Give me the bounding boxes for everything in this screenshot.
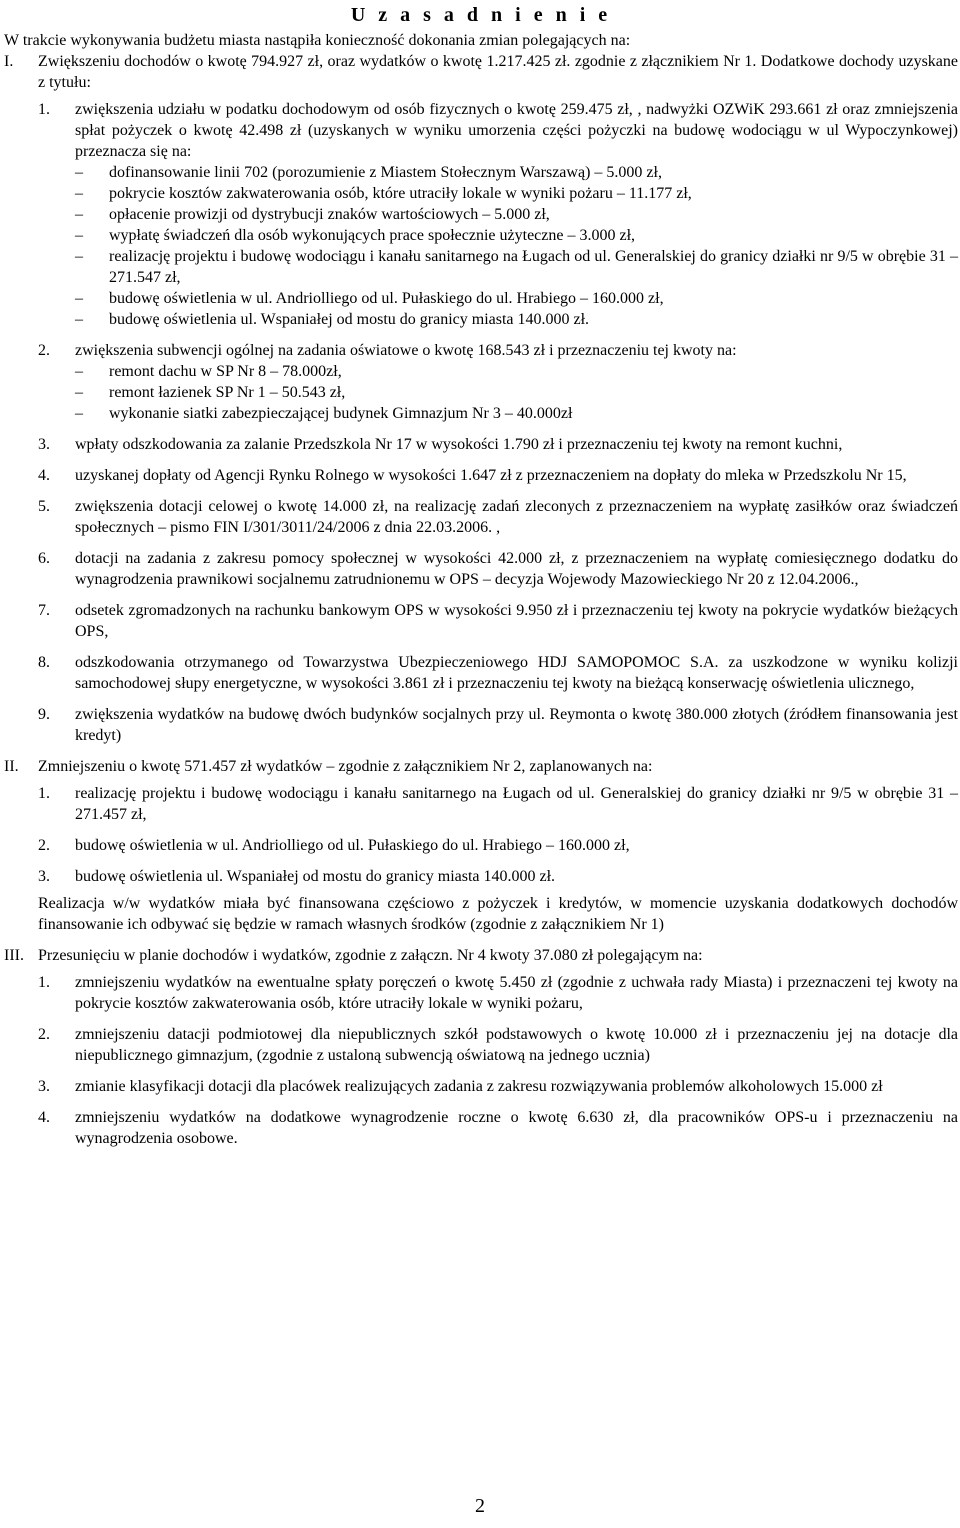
dash-bullet-icon: – <box>75 248 83 265</box>
list-item <box>4 704 958 746</box>
list-item <box>4 1076 958 1097</box>
dash-bullet-icon: – <box>75 405 83 422</box>
list-item-number: 2. <box>38 1026 50 1043</box>
list-item-number: 2. <box>38 342 50 359</box>
bullet-item <box>4 246 958 288</box>
list-item-text: zwiększenia wydatków na budowę dwóch budynków socjalnych przy ul. Reymonta o kwotę 380.000 złotych (źródłem finansowania jest kredyt) <box>75 706 958 744</box>
list-item-text: zmianie klasyfikacji dotacji dla placówek realizujących zadania z zakresu rozwiązywania problemów alkoholowych 15.000 zł <box>75 1078 883 1095</box>
list-item-text: uzyskanej dopłaty od Agencji Rynku Rolnego w wysokości 1.647 zł z przeznaczeniem na dopłaty do mleka w Przedszkolu Nr 15, <box>75 467 907 484</box>
bullet-text: opłacenie prowizji od dystrybucji znaków wartościowych – 5.000 zł, <box>109 206 550 223</box>
bullet-text: remont dachu w SP Nr 8 – 78.000zł, <box>109 363 342 380</box>
section-1 <box>4 51 958 93</box>
section-3-items <box>4 966 958 1149</box>
list-item-number: 1. <box>38 785 50 802</box>
list-item-number: 1. <box>38 101 50 118</box>
list-item <box>4 496 958 538</box>
bullet-text: realizację projektu i budowę wodociągu i kanału sanitarnego na Ługach od ul. Generalskiej do granicy działki nr 9/5 w obrębie 31 – 271.547 zł, <box>109 248 958 286</box>
bullet-text: dofinansowanie linii 702 (porozumienie z Miastem Stołecznym Warszawą) – 5.000 zł, <box>109 164 662 181</box>
list-item <box>4 1024 958 1066</box>
section-2-closing: Realizacja w/w wydatków miała być finansowana częściowo z pożyczek i kredytów, w momencie uzyskania dodatkowych dochodów finansowanie ich odbywać się będzie w ramach własnych środków (zgodnie z załącznikiem Nr 1) <box>38 895 958 933</box>
list-item-number: 3. <box>38 1078 50 1095</box>
bullet-item <box>4 225 958 246</box>
bullet-item <box>4 309 958 330</box>
list-item-number: 8. <box>38 654 50 671</box>
bullet-item <box>4 403 958 424</box>
bullet-item <box>4 204 958 225</box>
list-item-text: odsetek zgromadzonych na rachunku bankowym OPS w wysokości 9.950 zł i przeznaczeniu tej kwoty na pokrycie wydatków bieżących OPS, <box>75 602 958 640</box>
list-item <box>4 866 958 887</box>
document-page <box>4 0 958 1149</box>
list-item <box>4 548 958 590</box>
list-item-number: 3. <box>38 868 50 885</box>
bullet-text: budowę oświetlenia w ul. Andriolliego od ul. Pułaskiego do ul. Hrabiego – 160.000 zł, <box>109 290 664 307</box>
section-numeral: II. <box>4 758 19 775</box>
dash-bullet-icon: – <box>75 227 83 244</box>
list-item-number: 9. <box>38 706 50 723</box>
list-item <box>4 434 958 455</box>
list-item <box>4 1107 958 1149</box>
list-item-text: zmniejszeniu wydatków na ewentualne spłaty poręczeń o kwotę 5.450 zł (zgodnie z uchwała rady Miasta) i przeznaczeni tej kwoty na pokrycie kosztów zakwaterowania osób, które utraciły lokale w wyniki pożaru, <box>75 974 958 1012</box>
list-item <box>4 465 958 486</box>
dash-bullet-icon: – <box>75 164 83 181</box>
section-text: Zmniejszeniu o kwotę 571.457 zł wydatków – zgodnie z załącznikiem Nr 2, zaplanowanych na: <box>38 758 653 775</box>
intro-paragraph: W trakcie wykonywania budżetu miasta nastąpiła konieczność dokonania zmian polegających na: <box>4 32 631 49</box>
bullet-item <box>4 183 958 204</box>
list-item <box>4 783 958 825</box>
bullet-text: wykonanie siatki zabezpieczającej budynek Gimnazjum Nr 3 – 40.000zł <box>109 405 573 422</box>
list-item-text: odszkodowania otrzymanego od Towarzystwa Ubezpieczeniowego HDJ SAMOPOMOC S.A. za uszkodzone w wyniku kolizji samochodowej słupy energetyczne, w wysokości 3.861 zł i przeznaczeniu tej kwoty na bieżącą konserwację oświetlenia ulicznego, <box>75 654 958 692</box>
list-item-text: budowę oświetlenia ul. Wspaniałej od mostu do granicy miasta 140.000 zł. <box>75 868 556 885</box>
list-item-number: 4. <box>38 467 50 484</box>
list-item-number: 2. <box>38 837 50 854</box>
dash-bullet-icon: – <box>75 311 83 328</box>
dash-bullet-icon: – <box>75 363 83 380</box>
bullet-item <box>4 288 958 309</box>
dash-bullet-icon: – <box>75 290 83 307</box>
bullet-item <box>4 382 958 403</box>
list-item-text: realizację projektu i budowę wodociągu i kanału sanitarnego na Ługach od ul. Generalskiej do granicy działki nr 9/5 w obrębie 31 – 271.457 zł, <box>75 785 958 823</box>
list-item-text: dotacji na zadania z zakresu pomocy społecznej w wysokości 42.000 zł, z przeznaczeniem na wypłatę comiesięcznego dodatku do wynagrodzenia prawnikowi socjalnemu zatrudnionemu w OPS – decyzja Wojewody Mazowieckiego Nr 20 z 12.04.2006., <box>75 550 958 588</box>
page-number: 2 <box>475 1495 485 1517</box>
dash-bullet-icon: – <box>75 384 83 401</box>
dash-bullet-icon: – <box>75 206 83 223</box>
section-text: Zwiększeniu dochodów o kwotę 794.927 zł, oraz wydatków o kwotę 1.217.425 zł. zgodnie z złącznikiem Nr 1. Dodatkowe dochody uzyskane z tytułu: <box>38 53 958 91</box>
list-item <box>4 99 958 162</box>
list-item <box>4 600 958 642</box>
list-item-text: wpłaty odszkodowania za zalanie Przedszkola Nr 17 w wysokości 1.790 zł i przeznaczeniu tej kwoty na remont kuchni, <box>75 436 843 453</box>
list-item-number: 4. <box>38 1109 50 1126</box>
section-numeral: I. <box>4 53 14 70</box>
section-2-items <box>4 777 958 887</box>
bullet-text: wypłatę świadczeń dla osób wykonujących prace społecznie użyteczne – 3.000 zł, <box>109 227 636 244</box>
section-numeral: III. <box>4 947 24 964</box>
list-item-number: 3. <box>38 436 50 453</box>
document-title: U z a s a d n i e n i e <box>350 4 612 26</box>
list-item-number: 1. <box>38 974 50 991</box>
list-item <box>4 340 958 361</box>
section-text: Przesunięciu w planie dochodów i wydatków, zgodnie z załączn. Nr 4 kwoty 37.080 zł polegającym na: <box>38 947 703 964</box>
list-item <box>4 972 958 1014</box>
list-item-text: zmniejszeniu datacji podmiotowej dla niepublicznych szkół podstawowych o kwotę 10.000 zł i przeznaczeniu jej na dotacje dla niepublicznego gimnazjum, (zgodnie z ustaloną subwencją oświatową na jednego ucznia) <box>75 1026 958 1064</box>
list-item-number: 6. <box>38 550 50 567</box>
list-item-text: zmniejszeniu wydatków na dodatkowe wynagrodzenie roczne o kwotę 6.630 zł, dla pracowników OPS-u i przeznaczeniu na wynagrodzenia osobowe. <box>75 1109 958 1147</box>
bullet-text: remont łazienek SP Nr 1 – 50.543 zł, <box>109 384 346 401</box>
bullet-text: budowę oświetlenia ul. Wspaniałej od mostu do granicy miasta 140.000 zł. <box>109 311 590 328</box>
section-1-items <box>4 93 958 746</box>
bullet-text: pokrycie kosztów zakwaterowania osób, które utraciły lokale w wyniki pożaru – 11.177 zł, <box>109 185 692 202</box>
list-item-text: zwiększenia subwencji ogólnej na zadania oświatowe o kwotę 168.543 zł i przeznaczeniu tej kwoty na: <box>75 342 737 359</box>
list-item-text: budowę oświetlenia w ul. Andriolliego od ul. Pułaskiego do ul. Hrabiego – 160.000 zł, <box>75 837 630 854</box>
bullet-item <box>4 361 958 382</box>
section-2 <box>4 756 958 777</box>
list-item <box>4 652 958 694</box>
list-item <box>4 835 958 856</box>
bullet-item <box>4 162 958 183</box>
list-item-number: 7. <box>38 602 50 619</box>
list-item-text: zwiększenia udziału w podatku dochodowym od osób fizycznych o kwotę 259.475 zł, , nadwyżki OZWiK 293.661 zł oraz zmniejszenia spłat pożyczek o kwotę 42.498 zł (uzyskanych w wyniku umorzenia części pożyczki na budowę wodociągu w ul Wypoczynkowej) przeznacza się na: <box>75 101 958 160</box>
section-3 <box>4 945 958 966</box>
dash-bullet-icon: – <box>75 185 83 202</box>
list-item-number: 5. <box>38 498 50 515</box>
list-item-text: zwiększenia dotacji celowej o kwotę 14.000 zł, na realizację zadań zleconych z przeznaczeniem na wypłatę zasiłków oraz świadczeń społecznych – pismo FIN I/301/3011/24/2006 z dnia 22.03.2006. , <box>75 498 958 536</box>
